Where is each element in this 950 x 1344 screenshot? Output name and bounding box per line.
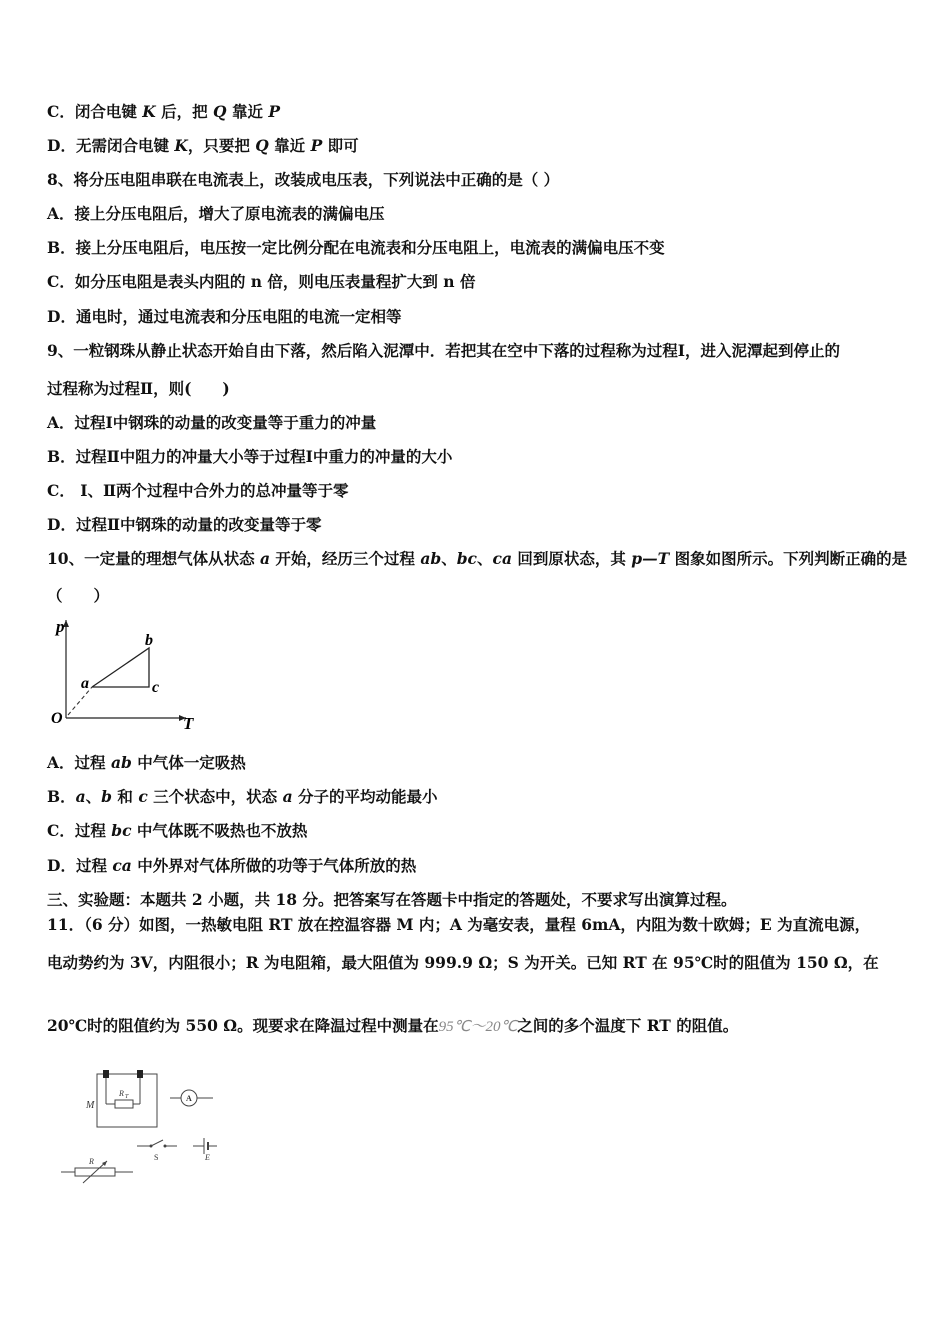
q8-option-d: D．通电时，通过电流表和分压电阻的电流一定相等 — [47, 307, 402, 326]
q8-option-c: C．如分压电阻是表头内阻的 n 倍，则电压表量程扩大到 n 倍 — [47, 272, 476, 291]
q7-option-c: C．闭合电键 K 后，把 Q 靠近 P — [47, 102, 280, 121]
origin-label: O — [51, 710, 63, 727]
rheostat-label: R — [89, 1157, 94, 1166]
q8-option-a: A．接上分压电阻后，增大了原电流表的满偏电压 — [47, 204, 385, 223]
q10-stem-line1: 10、一定量的理想气体从状态 a 开始，经历三个过程 ab、bc、ca 回到原状态，其 p—T 图象如图所示。下列判断正确的是 — [47, 549, 908, 568]
option-label: D． — [47, 136, 76, 155]
q7-option-d: D．无需闭合电键 K，只要把 Q 靠近 P 即可 — [47, 136, 359, 155]
q9-stem-line1: 9、一粒钢珠从静止状态开始自由下落，然后陷入泥潭中．若把其在空中下落的过程称为过程Ⅰ，进入泥潭起到停止的 — [47, 341, 841, 360]
q8-option-b: B．接上分压电阻后，电压按一定比例分配在电流表和分压电阻上，电流表的满偏电压不变 — [47, 238, 665, 257]
q11-line1: 11．（6 分）如图，一热敏电阻 RT 放在控温容器 M 内；A 为毫安表，量程 6mA，内阻为数十欧姆；E 为直流电源， — [47, 915, 871, 934]
battery-label: E — [205, 1153, 210, 1162]
thermistor-label: R — [119, 1089, 124, 1098]
q11-line2: 电动势约为 3V，内阻很小；R 为电阻箱，最大阻值为 999.9 Ω；S 为开关。已知 RT 在 95℃时的阻值为 150 Ω，在 — [47, 953, 879, 972]
q9-option-c: C． Ⅰ、Ⅱ两个过程中合外力的总冲量等于零 — [47, 481, 349, 500]
container-label-m: M — [86, 1100, 95, 1111]
option-label: C． — [47, 102, 75, 121]
q11-circuit-diagram — [55, 1066, 225, 1186]
switch-s — [151, 1140, 163, 1146]
thermistor-rt — [115, 1100, 133, 1108]
thermistor-subscript: T — [125, 1094, 129, 1100]
q10-option-c: C．过程 bc 中气体既不吸热也不放热 — [47, 821, 308, 840]
q10-option-d: D．过程 ca 中外界对气体所做的功等于气体所放的热 — [47, 856, 417, 875]
temperature-range: 95℃～20℃ — [438, 1019, 518, 1035]
point-label-c: c — [152, 679, 160, 696]
q8-stem: 8、将分压电阻串联在电流表上，改装成电压表，下列说法中正确的是（ ） — [47, 170, 560, 189]
point-label-a: a — [81, 675, 89, 692]
q9-stem-line2: 过程称为过程Ⅱ，则( ) — [47, 379, 230, 398]
terminal-right — [137, 1070, 143, 1078]
q9-option-a: A．过程Ⅰ中钢珠的动量的改变量等于重力的冲量 — [47, 413, 377, 432]
q9-option-b: B．过程Ⅱ中阻力的冲量大小等于过程Ⅰ中重力的冲量的大小 — [47, 447, 453, 466]
axis-label-p: p — [56, 617, 65, 636]
cycle-abc — [92, 648, 149, 687]
q10-pt-graph — [46, 614, 206, 734]
point-label-b: b — [145, 632, 153, 649]
q11-line3: 20℃时的阻值约为 550 Ω。现要求在降温过程中测量在95℃～20℃之间的多个温度下 RT 的阻值。 — [47, 1016, 739, 1035]
ammeter-label: A — [186, 1094, 192, 1103]
q9-option-d: D．过程Ⅱ中钢珠的动量的改变量等于零 — [47, 515, 322, 534]
terminal-left — [103, 1070, 109, 1078]
axis-label-t: T — [183, 714, 194, 733]
section-3-heading: 三、实验题：本题共 2 小题，共 18 分。把答案写在答题卡中指定的答题处，不要求写出演算过程。 — [47, 890, 737, 909]
q10-option-a: A．过程 ab 中气体一定吸热 — [47, 753, 246, 772]
q10-option-b: B．a、b 和 c 三个状态中，状态 a 分子的平均动能最小 — [47, 787, 438, 806]
q10-stem-line2: （ ） — [47, 586, 110, 605]
switch-label: S — [154, 1153, 159, 1162]
